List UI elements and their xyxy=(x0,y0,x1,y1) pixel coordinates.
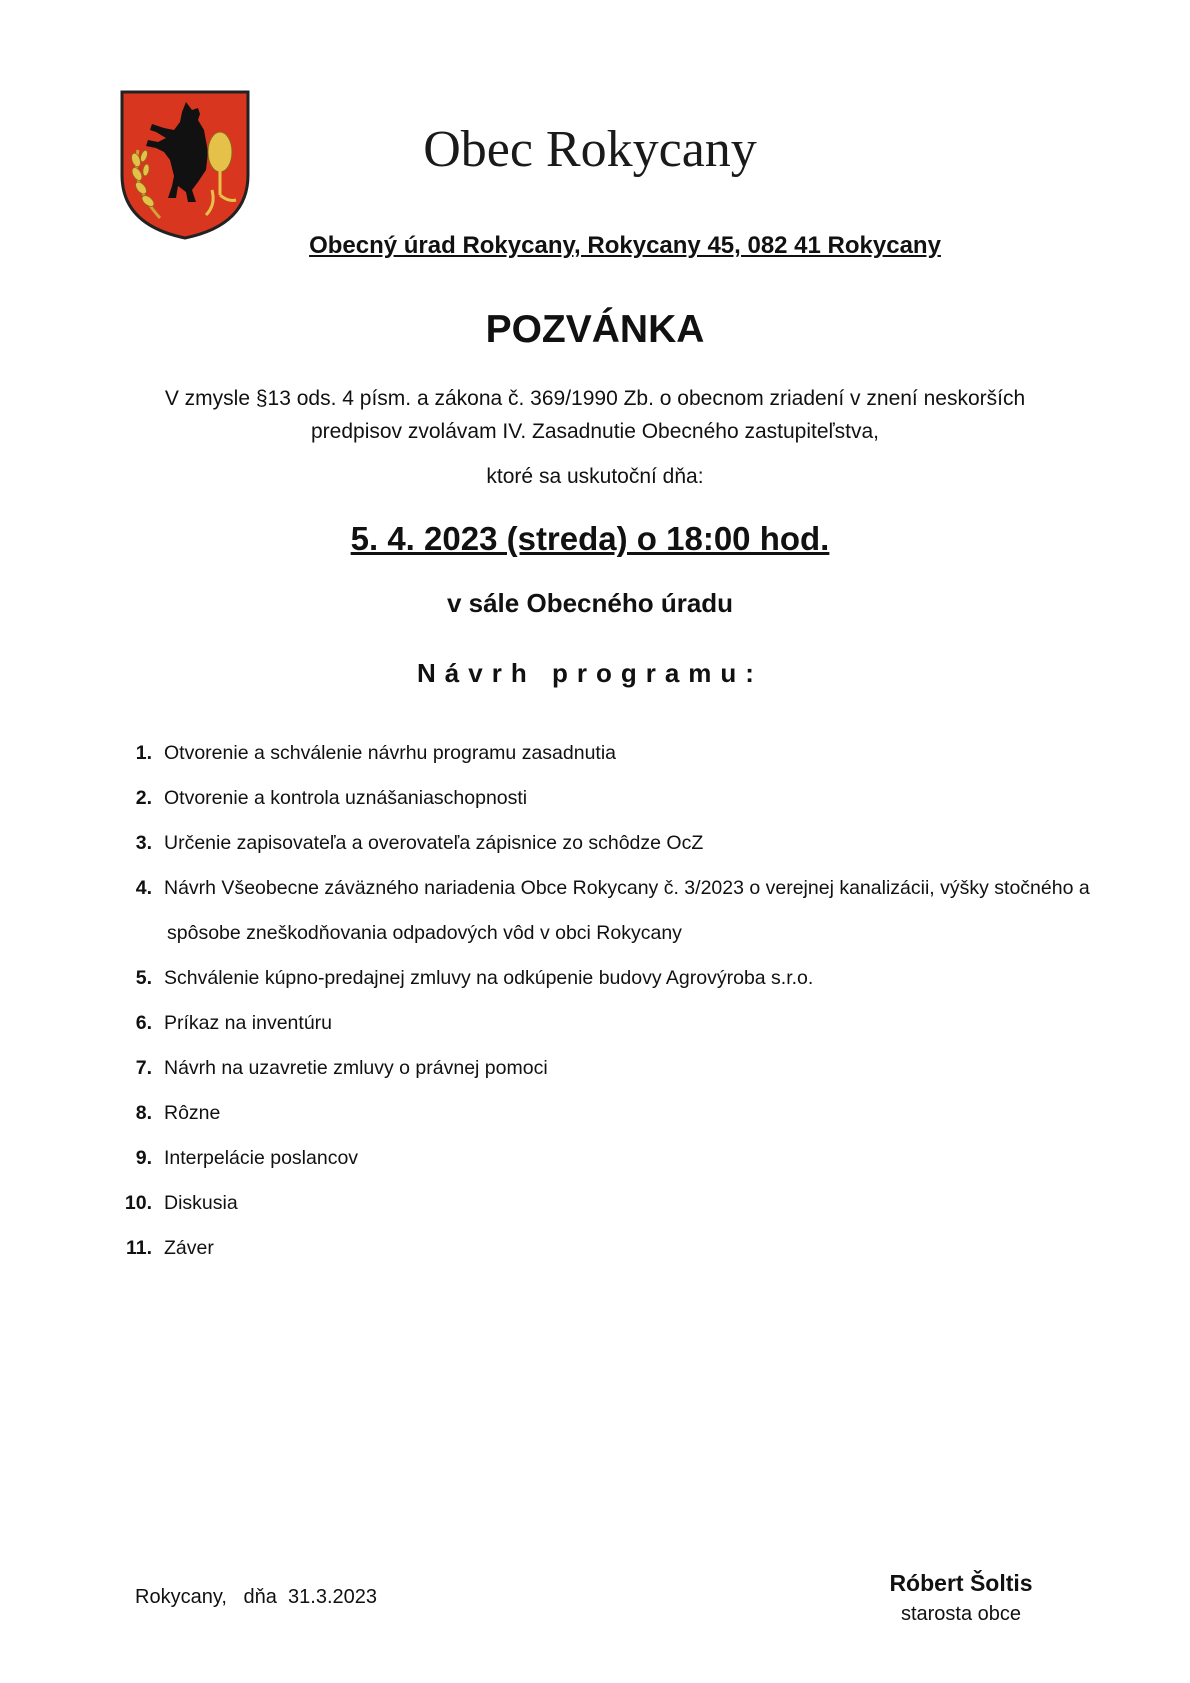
item-number: 10. xyxy=(124,1192,152,1214)
intro-paragraph: V zmysle §13 ods. 4 písm. a zákona č. 369/1990 Zb. o obecnom zriadení v znení neskorších predpisov zvolávam IV. Zasadnutie Obecného zastupiteľstva, xyxy=(164,387,1026,443)
item-number: 6. xyxy=(135,1012,152,1034)
item-number: 2. xyxy=(135,787,152,809)
signer-role: starosta obce xyxy=(900,1603,1022,1625)
list-item xyxy=(122,1145,1122,1190)
list-item xyxy=(122,1055,1122,1100)
item-text: Návrh na uzavretie zmluvy o právnej pomoci xyxy=(164,1057,548,1079)
item-text: Rôzne xyxy=(164,1102,221,1124)
document-title: POZVÁNKA xyxy=(485,308,705,351)
list-item xyxy=(122,785,1122,830)
item-number: 3. xyxy=(135,832,152,854)
list-item xyxy=(122,740,1122,785)
item-number: 7. xyxy=(135,1057,152,1079)
list-item xyxy=(122,1100,1122,1145)
item-number: 11. xyxy=(125,1237,152,1259)
item-text: Schválenie kúpno-predajnej zmluvy na odkúpenie budovy Agrovýroba s.r.o. xyxy=(164,967,814,989)
item-text: Príkaz na inventúru xyxy=(164,1012,333,1034)
list-item xyxy=(122,1010,1122,1055)
municipality-name: Obec Rokycany xyxy=(423,121,757,178)
office-address: Obecný úrad Rokycany, Rokycany 45, 082 41 Rokycany xyxy=(309,232,941,259)
intro-date-line: ktoré sa uskutoční dňa: xyxy=(486,465,704,488)
coat-of-arms-icon xyxy=(120,90,250,240)
item-text: Diskusia xyxy=(164,1192,238,1214)
item-text: Záver xyxy=(164,1237,214,1259)
list-item xyxy=(122,1235,1122,1280)
item-number: 5. xyxy=(135,967,152,989)
item-text: Otvorenie a schválenie návrhu programu zasadnutia xyxy=(164,742,617,764)
item-text: Otvorenie a kontrola uznášaniaschopnosti xyxy=(164,787,528,809)
signer-name: Róbert Šoltis xyxy=(889,1570,1033,1596)
item-number: 9. xyxy=(135,1147,152,1169)
item-number: 8. xyxy=(135,1102,152,1124)
meeting-date: 5. 4. 2023 (streda) o 18:00 hod. xyxy=(350,520,830,557)
list-item xyxy=(122,830,1122,875)
item-text: Interpelácie poslancov xyxy=(164,1147,359,1169)
item-number: 1. xyxy=(135,742,152,764)
place-and-date: Rokycany, dňa 31.3.2023 xyxy=(135,1586,378,1608)
item-text: Určenie zapisovateľa a overovateľa zápisnice zo schôdze OcZ xyxy=(164,832,704,854)
meeting-venue: v sále Obecného úradu xyxy=(446,588,734,618)
item-text: Návrh Všeobecne záväzného nariadenia Obce Rokycany č. 3/2023 o verejnej kanalizácii, výšky stočného a xyxy=(164,877,1090,899)
list-item xyxy=(122,1190,1122,1235)
list-item xyxy=(122,875,1122,965)
item-number: 4. xyxy=(135,877,152,899)
agenda-list xyxy=(122,740,1122,1280)
item-text-block xyxy=(164,875,1164,946)
agenda-heading: Návrh programu: xyxy=(417,658,763,688)
list-item xyxy=(122,965,1122,1010)
item-text-continued: spôsobe zneškodňovania odpadových vôd v obci Rokycany xyxy=(167,922,682,944)
